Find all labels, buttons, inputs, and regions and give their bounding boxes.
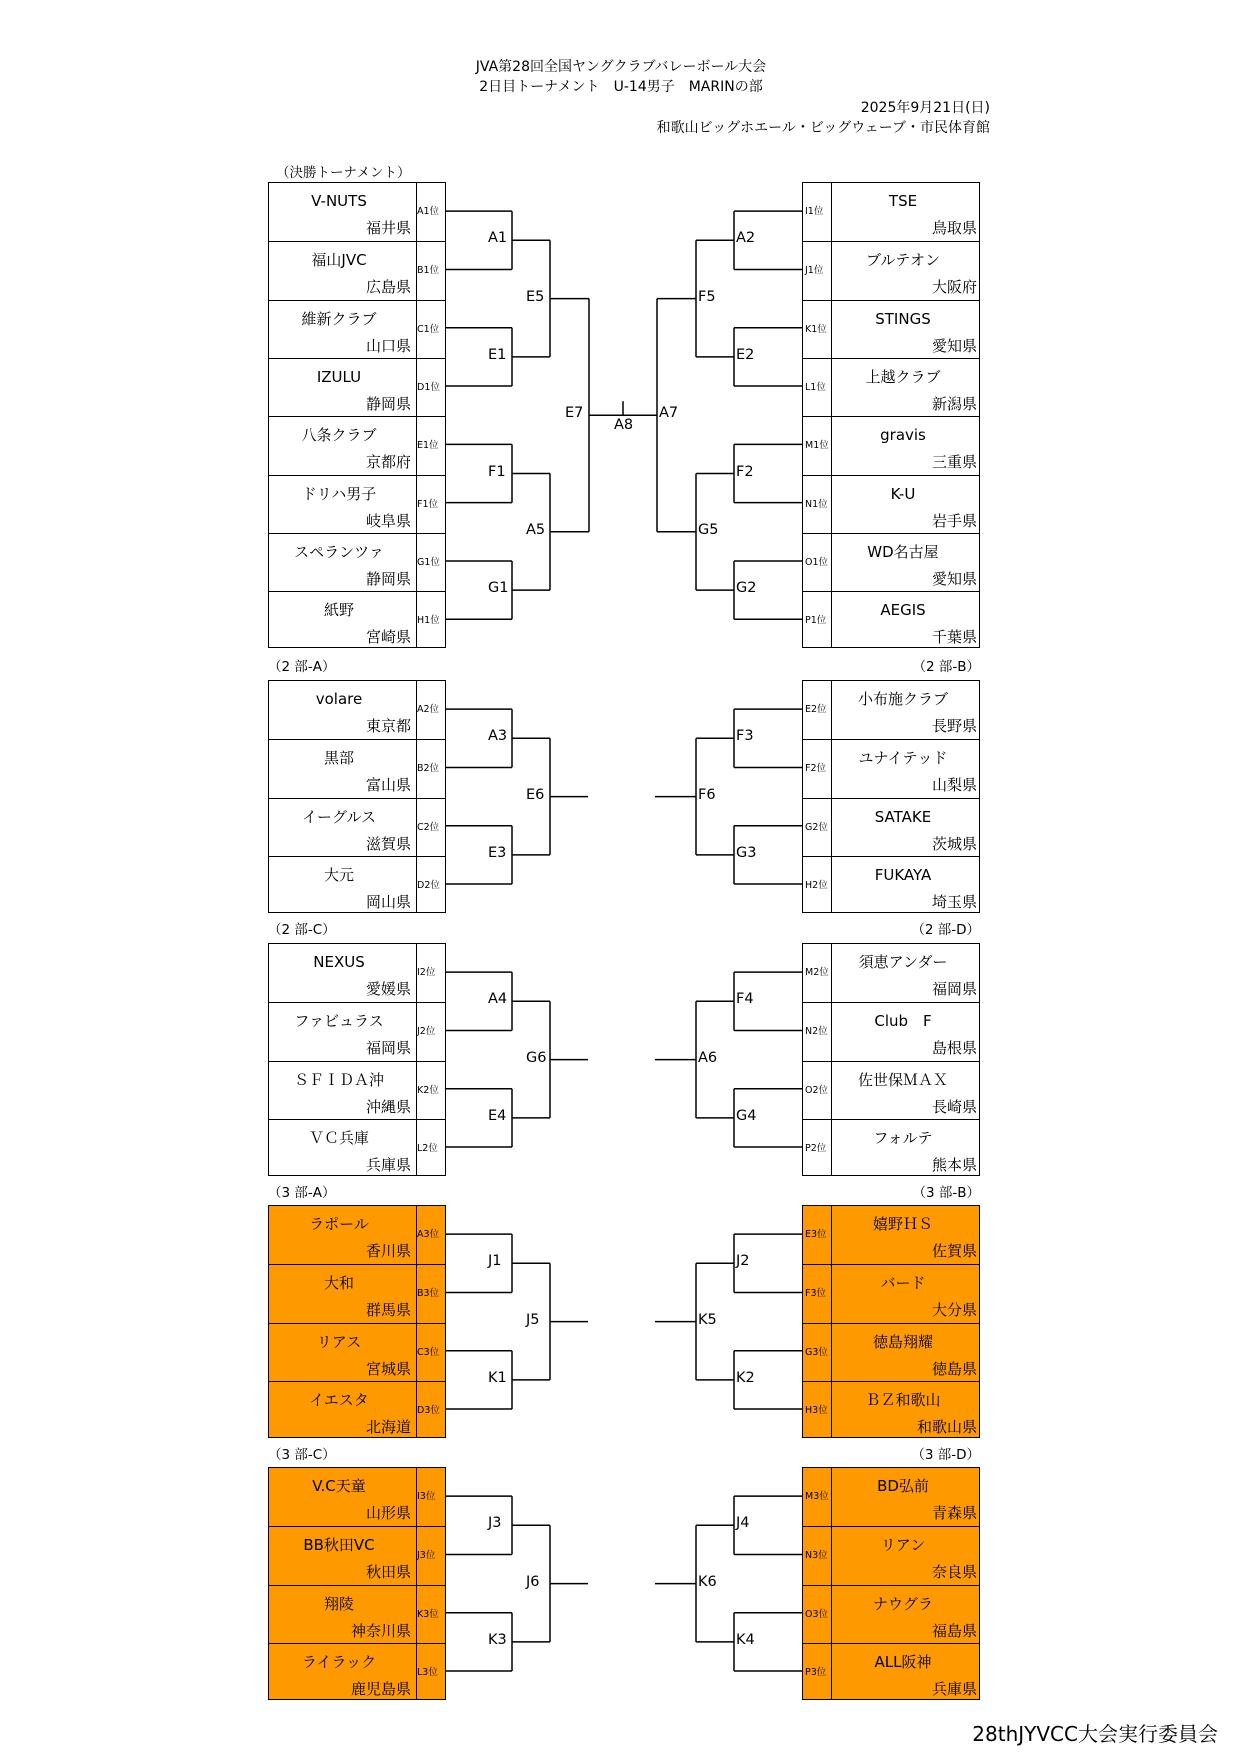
- team-name: ナウグラ: [872, 1594, 933, 1613]
- match-label: K5: [698, 1311, 717, 1328]
- team-prefecture: 新潟県: [931, 394, 977, 413]
- match-label: G2: [736, 580, 757, 597]
- team-rank: P2位: [805, 1142, 827, 1154]
- match-label: G6: [526, 1049, 547, 1066]
- team-name: ＶＣ兵庫: [308, 1128, 369, 1147]
- team-prefecture: 富山県: [365, 776, 411, 795]
- team-prefecture: 和歌山県: [916, 1417, 977, 1436]
- match-label: K6: [698, 1573, 717, 1590]
- team-rank: I1位: [805, 206, 824, 217]
- match-label: J6: [526, 1573, 540, 1590]
- team-name: ブルテオン: [865, 251, 941, 270]
- match-label: A6: [698, 1049, 718, 1066]
- section-label-left: （3 部-A）: [268, 1185, 336, 1201]
- team-prefecture: 岡山県: [365, 892, 411, 911]
- team-rank: D1位: [417, 381, 440, 393]
- team-rank: D2位: [417, 879, 440, 891]
- team-prefecture: 鹿児島県: [350, 1679, 411, 1698]
- team-rank: I2位: [417, 967, 436, 978]
- team-name: FUKAYA: [874, 865, 932, 884]
- team-name: 大元: [323, 865, 354, 884]
- team-prefecture: 静岡県: [365, 569, 411, 588]
- team-prefecture: 埼玉県: [931, 892, 977, 911]
- team-prefecture: 神奈川県: [350, 1621, 411, 1640]
- team-rank: N3位: [805, 1550, 828, 1562]
- team-name: BD弘前: [877, 1477, 929, 1495]
- team-rank: J1位: [805, 265, 824, 277]
- team-name: 須恵アンダー: [858, 953, 948, 971]
- team-name: 上越クラブ: [865, 367, 941, 386]
- team-name: 小布施クラブ: [857, 690, 948, 708]
- team-rank: M3位: [805, 1491, 829, 1502]
- team-rank: F3位: [805, 1288, 827, 1300]
- team-prefecture: 京都府: [365, 453, 411, 472]
- team-prefecture: 佐賀県: [931, 1242, 977, 1260]
- team-name: ライラック: [301, 1652, 377, 1671]
- team-name: 黒部: [323, 749, 354, 768]
- team-name: K-U: [890, 484, 916, 503]
- team-rank: O3位: [805, 1608, 829, 1620]
- team-prefecture: 愛知県: [931, 569, 977, 588]
- team-name: V.C天童: [312, 1477, 366, 1495]
- team-name: TSE: [888, 192, 918, 210]
- team-name: 大和: [323, 1274, 354, 1293]
- footer-committee: 28thJYVCC大会実行委員会: [972, 1722, 1218, 1746]
- team-name: volare: [315, 690, 363, 708]
- match-label: F3: [736, 728, 754, 745]
- team-name: ドリハ男子: [301, 484, 377, 503]
- match-label: F2: [736, 463, 754, 480]
- team-name: ＢＺ和歌山: [865, 1390, 941, 1409]
- team-rank: C1位: [417, 323, 440, 335]
- team-prefecture: 北海道: [365, 1417, 411, 1436]
- team-rank: P1位: [805, 615, 827, 627]
- team-rank: H1位: [417, 615, 440, 627]
- team-rank: K3位: [417, 1608, 439, 1620]
- team-name: V-NUTS: [311, 192, 367, 210]
- team-prefecture: 山梨県: [931, 776, 977, 795]
- team-prefecture: 山形県: [365, 1504, 411, 1522]
- team-rank: L2位: [417, 1142, 438, 1154]
- match-label: J4: [736, 1515, 750, 1532]
- match-label: A7: [659, 405, 679, 422]
- section-label-right: （3 部-B）: [912, 1185, 980, 1201]
- team-rank: B2位: [417, 763, 440, 775]
- match-label: J2: [736, 1253, 750, 1270]
- team-prefecture: 山口県: [365, 336, 411, 355]
- team-name: 維新クラブ: [301, 309, 377, 328]
- team-prefecture: 大阪府: [931, 278, 977, 297]
- team-name: NEXUS: [313, 953, 365, 971]
- team-name: IZULU: [316, 367, 362, 386]
- section-label-left: （2 部-C）: [268, 922, 336, 938]
- team-rank: L3位: [417, 1666, 438, 1678]
- team-rank: O2位: [805, 1084, 829, 1096]
- team-rank: M1位: [805, 440, 829, 452]
- match-label: J1: [488, 1253, 502, 1270]
- team-name: SATAKE: [874, 807, 932, 826]
- team-rank: H3位: [805, 1404, 828, 1416]
- match-label: J3: [488, 1515, 502, 1532]
- match-label: K1: [488, 1369, 507, 1386]
- team-rank: G1位: [417, 556, 440, 568]
- team-rank: A1位: [417, 206, 440, 217]
- team-name: ＳＦＩＤＡ沖: [293, 1070, 384, 1089]
- team-name: WD名古屋: [867, 542, 939, 561]
- match-label: A1: [488, 230, 508, 247]
- match-label: K3: [488, 1631, 507, 1648]
- match-label: G1: [488, 580, 509, 597]
- team-prefecture: 福島県: [931, 1621, 977, 1640]
- team-rank: N2位: [805, 1026, 828, 1038]
- team-rank: E2位: [805, 704, 827, 715]
- match-label: E5: [526, 288, 545, 305]
- match-label: F1: [488, 463, 506, 480]
- team-name: gravis: [880, 426, 926, 445]
- team-prefecture: 千葉県: [931, 628, 977, 647]
- team-prefecture: 秋田県: [365, 1563, 411, 1582]
- match-label: G5: [698, 521, 719, 538]
- team-rank: G3位: [805, 1346, 828, 1358]
- team-prefecture: 福井県: [365, 219, 411, 237]
- team-rank: F1位: [417, 498, 439, 510]
- team-rank: J3位: [417, 1550, 436, 1562]
- team-rank: F2位: [805, 763, 827, 775]
- team-rank: J2位: [417, 1026, 436, 1038]
- team-prefecture: 長崎県: [931, 1097, 977, 1116]
- team-prefecture: 茨城県: [931, 834, 977, 853]
- team-rank: H2位: [805, 879, 828, 891]
- team-prefecture: 沖縄県: [365, 1097, 411, 1116]
- section-label-left: （3 部-C）: [268, 1447, 336, 1463]
- team-rank: B3位: [417, 1288, 440, 1300]
- team-prefecture: 愛知県: [931, 336, 977, 355]
- match-label: A5: [526, 521, 546, 538]
- match-label: K4: [736, 1631, 755, 1648]
- team-rank: L1位: [805, 381, 826, 393]
- team-name: ファビュラス: [294, 1012, 384, 1031]
- team-rank: K2位: [417, 1084, 439, 1096]
- section-label-right: （3 部-D）: [911, 1447, 980, 1463]
- final-label: A8: [614, 417, 634, 434]
- team-rank: C2位: [417, 821, 440, 833]
- team-rank: A2位: [417, 704, 440, 715]
- team-name: 八条クラブ: [301, 426, 377, 445]
- team-rank: D3位: [417, 1404, 440, 1416]
- team-rank: P3位: [805, 1666, 827, 1678]
- match-label: G4: [736, 1107, 757, 1124]
- team-name: リアン: [880, 1536, 926, 1555]
- team-prefecture: 兵庫県: [365, 1155, 411, 1174]
- team-name: 翔陵: [323, 1594, 354, 1613]
- team-rank: G2位: [805, 821, 828, 833]
- match-label: E1: [488, 346, 507, 363]
- team-rank: N1位: [805, 498, 828, 510]
- team-prefecture: 福岡県: [931, 980, 977, 998]
- team-prefecture: 広島県: [365, 278, 411, 297]
- team-prefecture: 福岡県: [365, 1039, 411, 1058]
- team-prefecture: 岩手県: [931, 511, 977, 530]
- team-name: 嬉野ＨＳ: [872, 1215, 933, 1233]
- team-name: スペランツァ: [294, 542, 384, 561]
- team-name: ラポール: [309, 1215, 369, 1233]
- team-name: BB秋田VC: [303, 1536, 375, 1555]
- team-prefecture: 東京都: [365, 717, 411, 735]
- match-label: E7: [565, 405, 584, 422]
- team-name: バード: [880, 1274, 926, 1293]
- team-prefecture: 奈良県: [931, 1563, 977, 1582]
- team-name: 佐世保ＭＡＸ: [857, 1070, 948, 1089]
- team-rank: O1位: [805, 556, 829, 568]
- team-prefecture: 香川県: [365, 1242, 411, 1260]
- match-label: A3: [488, 728, 508, 745]
- match-label: F6: [698, 786, 716, 803]
- team-prefecture: 宮崎県: [365, 628, 411, 647]
- section-label-right: （2 部-D）: [911, 922, 980, 938]
- section-label-left: （2 部-A）: [268, 659, 336, 675]
- team-prefecture: 滋賀県: [365, 834, 411, 853]
- section-label-left: （決勝トーナメント）: [276, 165, 411, 181]
- event-venue: 和歌山ビッグホエール・ビッグウェーブ・市民体育館: [656, 120, 990, 136]
- match-label: J5: [526, 1311, 540, 1328]
- team-prefecture: 静岡県: [365, 394, 411, 413]
- team-prefecture: 兵庫県: [931, 1679, 977, 1698]
- team-prefecture: 三重県: [931, 453, 977, 472]
- team-name: 徳島翔耀: [872, 1332, 933, 1351]
- event-date: 2025年9月21日(日): [860, 100, 990, 116]
- match-label: K2: [736, 1369, 755, 1386]
- team-prefecture: 愛媛県: [365, 980, 411, 998]
- team-rank: E1位: [417, 440, 439, 452]
- team-prefecture: 徳島県: [931, 1359, 977, 1378]
- team-name: 福山JVC: [311, 251, 367, 270]
- team-name: ALL阪神: [874, 1652, 932, 1671]
- match-label: A4: [488, 991, 508, 1008]
- match-label: E2: [736, 346, 755, 363]
- match-label: E6: [526, 786, 545, 803]
- team-name: 紙野: [323, 601, 354, 620]
- match-label: E4: [488, 1107, 507, 1124]
- team-prefecture: 島根県: [931, 1039, 977, 1058]
- team-name: Club F: [874, 1012, 932, 1031]
- team-rank: E3位: [805, 1229, 827, 1240]
- team-name: イーグルス: [301, 807, 377, 826]
- title-line-2: 2日目トーナメント U-14男子 MARINの部: [479, 79, 763, 95]
- team-name: ユナイテッド: [858, 749, 948, 768]
- team-prefecture: 宮城県: [365, 1359, 411, 1378]
- team-name: イエスタ: [309, 1390, 369, 1409]
- team-name: AEGIS: [880, 601, 926, 620]
- match-label: F4: [736, 991, 754, 1008]
- team-rank: K1位: [805, 323, 827, 335]
- match-label: E3: [488, 844, 507, 861]
- team-rank: C3位: [417, 1346, 440, 1358]
- team-prefecture: 鳥取県: [931, 219, 977, 237]
- match-label: G3: [736, 844, 757, 861]
- team-prefecture: 熊本県: [931, 1155, 977, 1174]
- team-prefecture: 岐阜県: [365, 511, 411, 530]
- team-prefecture: 群馬県: [365, 1301, 411, 1320]
- team-name: リアス: [316, 1332, 362, 1351]
- match-label: A2: [736, 230, 756, 247]
- section-label-right: （2 部-B）: [912, 659, 980, 675]
- team-rank: B1位: [417, 265, 440, 277]
- team-prefecture: 長野県: [931, 717, 977, 735]
- match-label: F5: [698, 288, 716, 305]
- team-name: STINGS: [875, 309, 931, 328]
- team-rank: A3位: [417, 1229, 440, 1240]
- team-prefecture: 大分県: [931, 1301, 977, 1320]
- team-name: フォルテ: [873, 1128, 933, 1147]
- title-line-1: JVA第28回全国ヤングクラブバレーボール大会: [475, 59, 767, 75]
- team-rank: M2位: [805, 967, 829, 978]
- team-rank: I3位: [417, 1491, 436, 1502]
- team-prefecture: 青森県: [931, 1504, 977, 1522]
